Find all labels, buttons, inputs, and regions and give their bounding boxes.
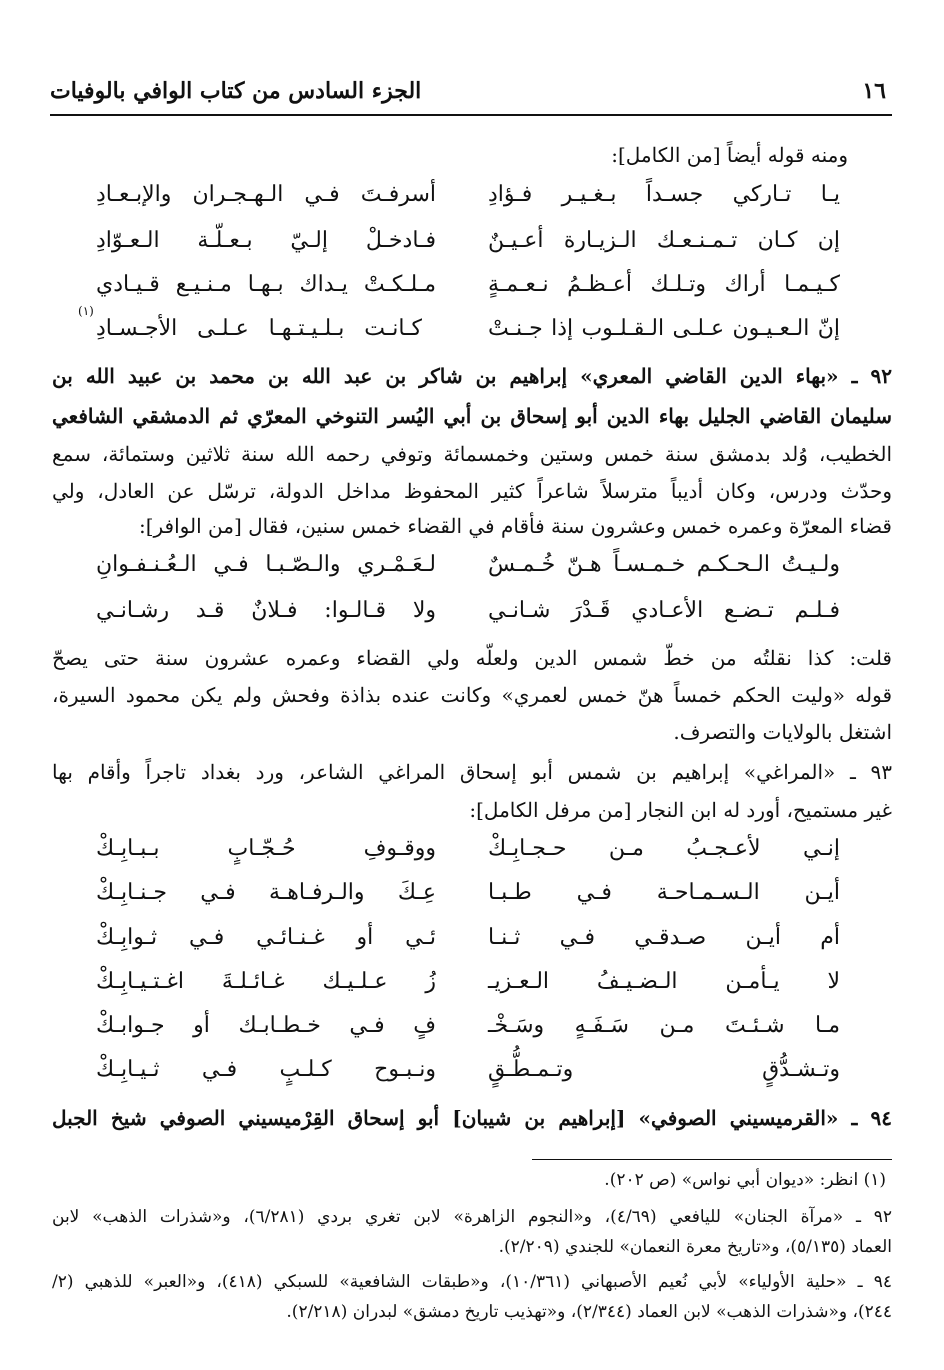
verse-2-second: فـادخـلْ إلـيّ بـعـلّـة الـعـوّادِ: [96, 228, 436, 253]
verse-1-first: يـا تـاركي جسـداً بـغـيـر فـؤادِ: [488, 182, 840, 207]
footnote-94-line-1: ٩٤ ـ «حلية الأولياء» لأبي نُعيم الأصبهاني (١٠/٣٦١)، و«طبقات الشافعية» للسبكي (٤١٨)، و«العبر» للذهبي (٢/: [52, 1272, 892, 1292]
footnote-92-line-1: ٩٢ ـ «مرآة الجنان» لليافعي (٤/٦٩)، و«النجوم الزاهرة» لابن تغري بردي (٦/٢٨١)، و«شذرات الذهب» لابن: [52, 1207, 892, 1227]
poem-intro: ومنه قوله أيضاً [من الكامل]:: [611, 143, 848, 167]
entry-92-line-4: وحدّث ودرس، وكان أديباً مترسلاً شاعراً كثير المحفوظ مداخل الدولة، ترسّل عن العادل، ولي: [52, 479, 892, 503]
comment-line-1: قلت: كذا نقلتُه من خطّ شمس الدين ولعلّه ولي القضاء وعمره عشرون سنة حتى يصحّ: [52, 646, 892, 670]
entry-93-line-1: ٩٣ ـ «المراغي» إبراهيم بن شمس أبو إسحاق المراغي الشاعر، ورد بغداد تاجراً وأقام بها: [52, 760, 892, 784]
footnote-divider: [532, 1159, 892, 1160]
verse-12-second: ونـبـوح كـلـبٍ فـي ثـيـابِـكْ: [96, 1057, 436, 1082]
footnote-1: (١) انظر: «ديوان أبي نواس» (ص ٢٠٢).: [604, 1170, 886, 1190]
verse-7-first: إنـي لأعـجـبُ مـن حـجـابِـكْ: [488, 836, 840, 861]
verse-10-second: زُ عـلـيـك غـائـلـةَ اغـتـيـابِـكْ: [96, 969, 436, 994]
verse-11-first: مـا شـئـتَ مـن سَـفَـهٍ وسَـخْـ: [488, 1013, 840, 1038]
verse-10-first: لا يـأمـن الـضـيـفُ الـعـزيـ: [488, 969, 840, 994]
verse-3-first: كـيـمـا أراك وتـلـك أعـظـمُ نـعـمـةٍ: [488, 272, 840, 297]
verse-7-second: ووقـوفِ حُـجّـابٍ بـبـابِـكْ: [96, 836, 436, 861]
verse-8-first: أيـن الـسـمـاحـة فـي طـبـا: [488, 880, 840, 905]
footnote-94-line-2: ٢٤٤)، و«شذرات الذهب» لابن العماد (٢/٣٤٤)، و«تهذيب تاريخ دمشق» لبدران (٢/٢١٨).: [286, 1302, 892, 1322]
verse-4-second: كـانـت بـلـيـتـهـا عـلـى الأجـسـادِ: [96, 316, 422, 341]
entry-94-line-1: ٩٤ ـ «القرميسيني الصوفي» [إبراهيم بن شيبان] أبو إسحاق القِرْميسيني الصوفي شيخ الجبل: [52, 1106, 892, 1130]
verse-3-second: مـلـكـتْ يـداك بـهـا مـنـيـع قـيـادي: [96, 272, 436, 297]
running-header: [50, 78, 892, 116]
verse-6-first: فـلـم تـضـع الأعـادي قَـدْرَ شـانـي: [488, 598, 840, 623]
comment-line-2: قوله «وليت الحكم خمساً هنّ خمس لعمري» وكانت عنده بذاذة وفحش ولم يكن محمود السيرة،: [52, 683, 893, 707]
verse-6-second: ولا قـالـوا: فـلانٌ قـد رشـانـي: [96, 598, 436, 623]
verse-9-first: أم أيـن صـدقـي فـي ثـنـا: [488, 925, 840, 950]
entry-92-line-1: ٩٢ ـ «بهاء الدين القاضي المعري» إبراهيم بن شاكر بن عبد الله بن محمد بن عبيد الله بن: [52, 364, 892, 388]
verse-5-second: لـعَـمْـري والـصّـبـا فـي الـعُـنـفـوانِ: [96, 552, 436, 577]
verse-5-first: ولـيـتُ الـحـكـم خـمـسـاً هـنّ خُـمـسٌ: [488, 552, 840, 577]
verse-11-second: فٍ فـي خـطـابـك أو جـوابـكْ: [96, 1013, 436, 1038]
verse-1-second: أسرفـتَ فـي الـهـجـران والإبـعـادِ: [96, 182, 436, 207]
footnote-92-line-2: العماد (٥/١٣٥)، و«تاريخ معرة النعمان» للجندي (٢/٢٠٩).: [498, 1237, 892, 1257]
verse-8-second: عِـكَ والـرفـاهـة فـي جـنـابِـكْ: [96, 880, 436, 905]
page-number: ١٦: [862, 78, 886, 104]
verse-4-first: إنّ الـعـيـون عـلـى الـقـلـوب إذا جـنـتْ: [488, 316, 840, 341]
verse-12-first: وتـشـدُّقٍ وتـمـطُّـقٍ: [488, 1057, 840, 1082]
entry-93-line-2: غير مستميح، أورد له ابن النجار [من مرفل الكامل]:: [469, 798, 892, 822]
verse-9-second: ئـي أو غـنـائـي فـي ثـوابِـكْ: [96, 925, 436, 950]
footnote-marker: (١): [78, 304, 94, 318]
running-title: الجزء السادس من كتاب الوافي بالوفيات: [50, 78, 422, 104]
verse-2-first: إن كـان تـمـنـعـك الـزيـارة أعـيـنٌ: [488, 228, 840, 253]
entry-92-line-3: الخطيب، وُلد بدمشق سنة خمس وستين وخمسمائة وتوفي رحمه الله سنة ثلاثين وستمائة، سمع: [52, 442, 892, 466]
entry-92-line-2: سليمان القاضي الجليل بهاء الدين أبو إسحاق بن أبي اليُسر التنوخي المعرّي ثم الدمشقي الشافعي: [52, 404, 892, 428]
entry-92-line-5: قضاء المعرّة وعمره خمس وعشرون سنة فأقام في القضاء خمس سنين، فقال [من الوافر]:: [138, 514, 892, 538]
comment-line-3: اشتغل بالولايات والتصرف.: [673, 720, 892, 744]
